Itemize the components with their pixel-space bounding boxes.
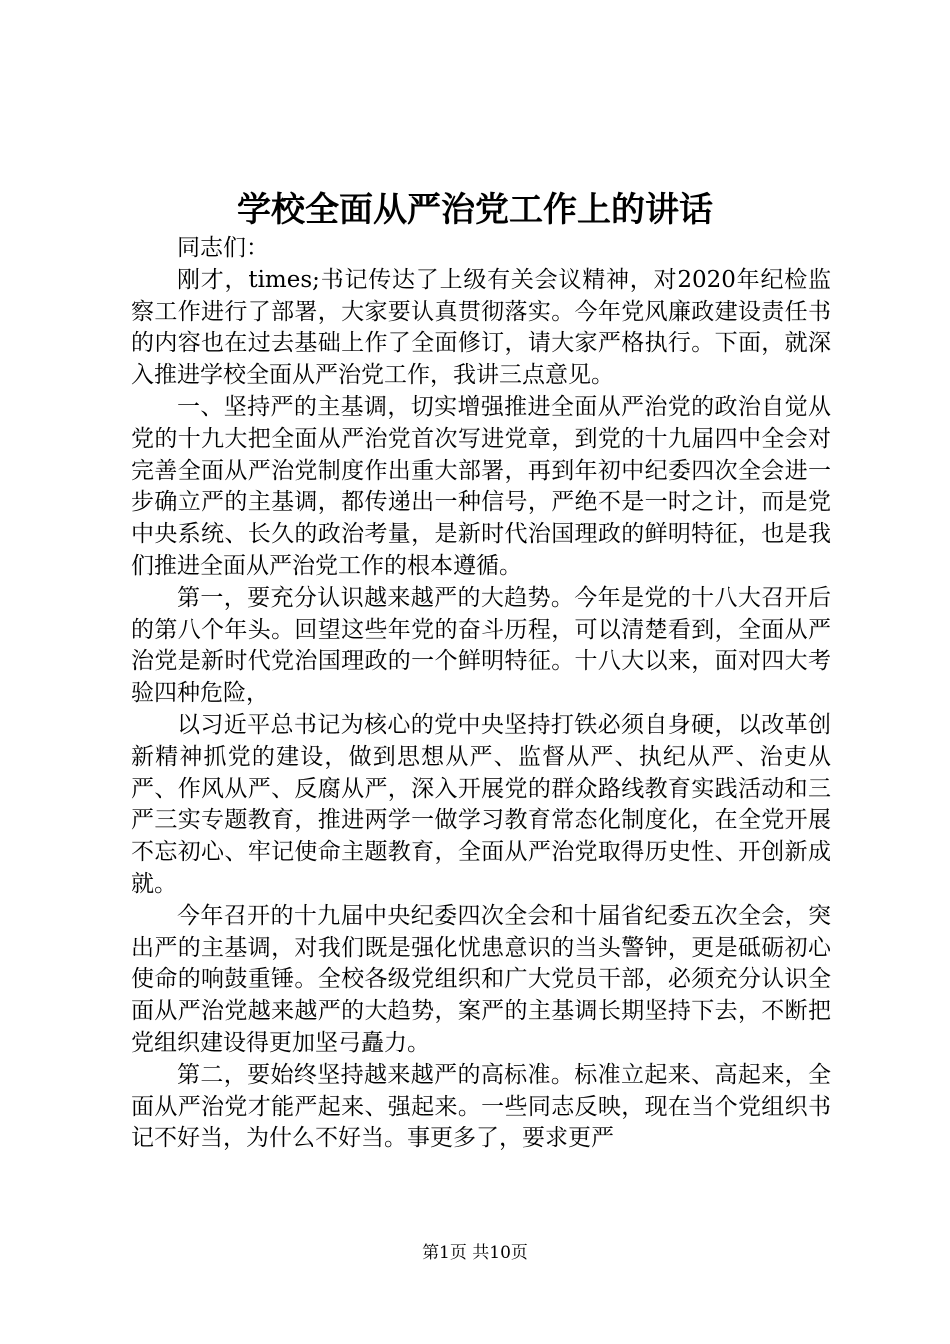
paragraph-section-one: 一、坚持严的主基调，切实增强推进全面从严治党的政治自觉从党的十九大把全面从严治党首次写进党章，到党的十九届四中全会对完善全面从严治党制度作出重大部署，再到年初中纪委四次全会进一步确立严的主基调，都传递出一种信号，严绝不是一时之计，而是党中央系统、长久的政治考量，是新时代治国理政的鲜明特征，也是我们推进全面从严治党工作的根本遵循。	[131, 393, 831, 579]
document-body	[131, 233, 831, 1155]
paragraph-point-one: 第一，要充分认识越来越严的大趋势。今年是党的十八大召开后的第八个年头。回望这些年党的奋斗历程，可以清楚看到，全面从严治党是新时代党治国理政的一个鲜明特征。十八大以来，面对四大考验四种危险，	[131, 584, 831, 707]
document-title: 学校全面从严治党工作上的讲话	[237, 190, 713, 230]
paragraph-point-one-continued: 以习近平总书记为核心的党中央坚持打铁必须自身硬，以改革创新精神抓党的建设，做到思想从严、监督从严、执纪从严、治吏从严、作风从严、反腐从严，深入开展党的群众路线教育实践活动和三严三实专题教育，推进两学一做学习教育常态化制度化，在全党开展不忘初心、牢记使命主题教育，全面从严治党取得历史性、开创新成就。	[131, 711, 831, 897]
paragraph-point-two: 第二，要始终坚持越来越严的高标准。标准立起来、高起来，全面从严治党才能严起来、强起来。一些同志反映，现在当个党组织书记不好当，为什么不好当。事更多了，要求更严	[131, 1061, 831, 1152]
paragraph-intro: 刚才，times;书记传达了上级有关会议精神，对2020年纪检监察工作进行了部署，大家要认真贯彻落实。今年党风廉政建设责任书的内容也在过去基础上作了全面修订，请大家严格执行。下面，就深入推进学校全面从严治党工作，我讲三点意见。	[131, 266, 831, 389]
page-number-footer: 第1页 共10页	[422, 1243, 528, 1263]
paragraph-meeting: 今年召开的十九届中央纪委四次全会和十届省纪委五次全会，突出严的主基调，对我们既是强化忧患意识的当头警钟，更是砥砺初心使命的响鼓重锤。全校各级党组织和广大党员干部，必须充分认识全面从严治党越来越严的大趋势，案严的主基调长期坚持下去，不断把党组织建设得更加坚弓矗力。	[131, 902, 831, 1056]
paragraph-salutation: 同志们：	[177, 235, 269, 261]
